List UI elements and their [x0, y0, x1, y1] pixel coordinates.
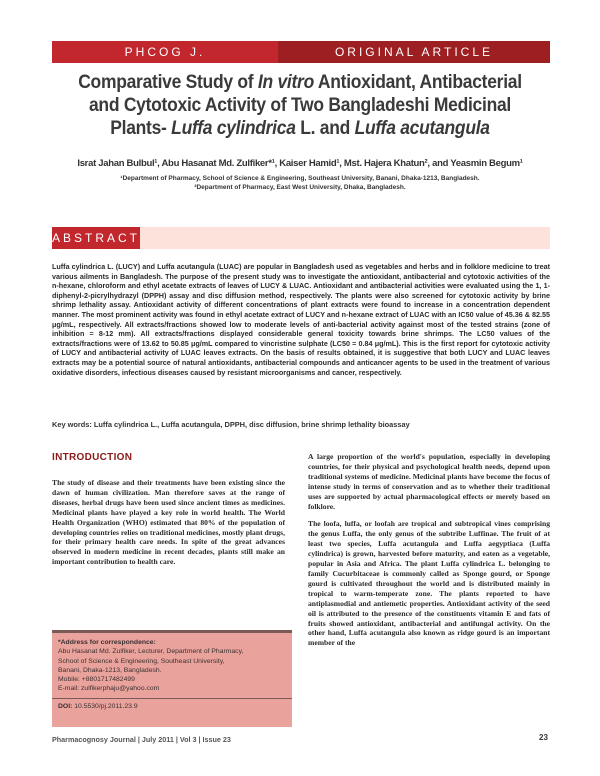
- article-title: Comparative Study of In vitro Antioxidant, Antibacterial and Cytotoxic Activity of Two Bangladeshi Medicinal Plants- Luffa cylindrica L. and Luffa acutangula: [78, 72, 522, 139]
- introduction-heading: INTRODUCTION: [52, 452, 133, 463]
- affiliations: [60, 175, 540, 192]
- correspondence-box: [52, 630, 292, 727]
- abstract-label: ABSTRACT: [52, 227, 140, 249]
- affiliation-2: ²Department of Pharmacy, East West University, Dhaka, Bangladesh.: [194, 183, 406, 191]
- article-section-label: ORIGINAL ARTICLE: [278, 41, 550, 63]
- page-number: 23: [539, 733, 548, 742]
- abstract-body: Luffa cylindrica L. (LUCY) and Luffa acutangula (LUAC) are popular in Bangladesh used as vegetables and herbs and in folklore medicine to treat various ailments in Bangladesh. The purpose of the present study was to investigate the antioxidant, antibacterial and cytotoxic activities of the n-hexane, chloroform and ethyl acetate extracts of leaves of LUCY & LUAC. Antioxidant and antibacterial activities were evaluated using the 1, 1-diphenyl-2-picrylhydrazyl (DPPH) assay and disc diffusion method, respectively. The plants were also screened for cytotoxic activity by brine shrimp lethality assay. Antioxidant activity of different concentrations of plant extracts were found to increase in a concentration dependent manner. The most prominent activity was found in ethyl acetate extract of LUCY and n-hexane extract of LUAC with an IC50 value of 45.36 & 82.55 μg/mL, respectively. All extracts/fractions showed low to moderate levels of anti-bacterial activity against most of the tested strains (zone of inhibition = 8-12 mm). All extracts/fractions displayed considerable general toxicity towards brine shrimps. The LC50 values of the extracts/fractions were of 13.62 to 50.85 μg/mL compared to vincristine sulphate (LC50 = 0.84 μg/mL). This is the first report for cytotoxic activity of LUCY and antibacterial activity of LUAC leaves extracts. On the basis of results obtained, it is suggestive that both LUCY and LUAC leaves extracts may be a potential source of natural antioxidants, antibacterial compounds and anticancer agents to be used in the treatment of various oxidative disorders, infectious diseases caused by resistant microorganisms and cancer, respectively.: [52, 262, 550, 377]
- author-list: Israt Jahan Bulbul¹, Abu Hasanat Md. Zulfiker*¹, Kaiser Hamid¹, Mst. Hajera Khatun², and Yeasmin Begum¹: [77, 158, 523, 169]
- doi-label: DOI:: [58, 702, 73, 710]
- introduction-paragraph: The loofa, luffa, or loofah are tropical and subtropical vines comprising the genus Luffa, the only genus of the subtribe Luffinae. The fruit of at least two species, Luffa acutangula and Luffa aegyptiaca (Luffa cylindrica) is grown, harvested before maturity, and eaten as a vegetable, popular in Asia and Africa. The plant Luffa cylindrica L. belonging to family Cucurbitaceae is commonly called as Sponge gourd, or Sponge gourd is cultivated throughout the world and is distributed mainly in tropical to warm-temperate zone. The plants reported to have antiplasmodial and antiemetic properties. Antioxidant activity of the seed oil is attributed to the presence of the constituents vitamin E and fats of fruits showed antioxidant, antibacterial and antifungal activity. On the other hand, Luffa acutangula also known as ridge gourd is an important member of the: [308, 519, 550, 648]
- affiliation-1: ¹Department of Pharmacy, School of Science & Engineering, Southeast University, Banani, Dhaka-1213, Bangladesh.: [120, 175, 480, 182]
- introduction-paragraph: The study of disease and their treatments have been existing since the dawn of human civilization. Man therefore saves at the range of diseases, herbal drugs have been used since ancient times as medicines. Medicinal plants have played a key role in world health. The World Health Organization (WHO) estimated that 80% of the population of developing countries relies on traditional medicines, mostly plant drugs, for their primary health care needs. In spite of the great advances observed in modern medicine in recent decades, plants still make an important contribution to health care.: [52, 478, 285, 567]
- doi: [52, 699, 292, 714]
- journal-header-bar: [52, 41, 550, 63]
- correspondence-line: Banani, Dhaka-1213, Bangladesh.: [58, 666, 162, 674]
- keywords-label: Key words:: [52, 420, 92, 429]
- introduction-right-column: [308, 452, 550, 648]
- journal-name: PHCOG J.: [52, 41, 278, 63]
- correspondence-title: *Address for correspondence:: [58, 639, 156, 646]
- correspondence-line: School of Science & Engineering, Southeast University,: [58, 657, 225, 665]
- correspondence-mobile: Mobile: +8801717482499: [58, 676, 135, 684]
- doi-value: 10.5530/pj.2011.23.9: [72, 702, 138, 710]
- page-footer: Pharmacognosy Journal | July 2011 | Vol 3 | Issue 23: [52, 735, 231, 744]
- introduction-left-column: [52, 478, 285, 567]
- correspondence-line: Abu Hasanat Md. Zulfiker, Lecturer, Department of Pharmacy,: [58, 648, 244, 656]
- correspondence-email: E-mail: zulfikerphaju@yahoo.com: [58, 685, 160, 693]
- introduction-paragraph: A large proportion of the world's population, especially in developing countries, for their physical and psychological health needs, depend upon traditional systems of medicine. Medicinal plants have become the focus of intense study in terms of conservation and as to whether their traditional uses are supported by actual pharmacological effects or merely based on folklore.: [308, 452, 550, 511]
- keywords-text: Luffa cylindrica L., Luffa acutangula, DPPH, disc diffusion, brine shrimp lethality bioassay: [91, 420, 410, 429]
- keywords: [52, 420, 550, 429]
- abstract-header-bar: [52, 227, 550, 249]
